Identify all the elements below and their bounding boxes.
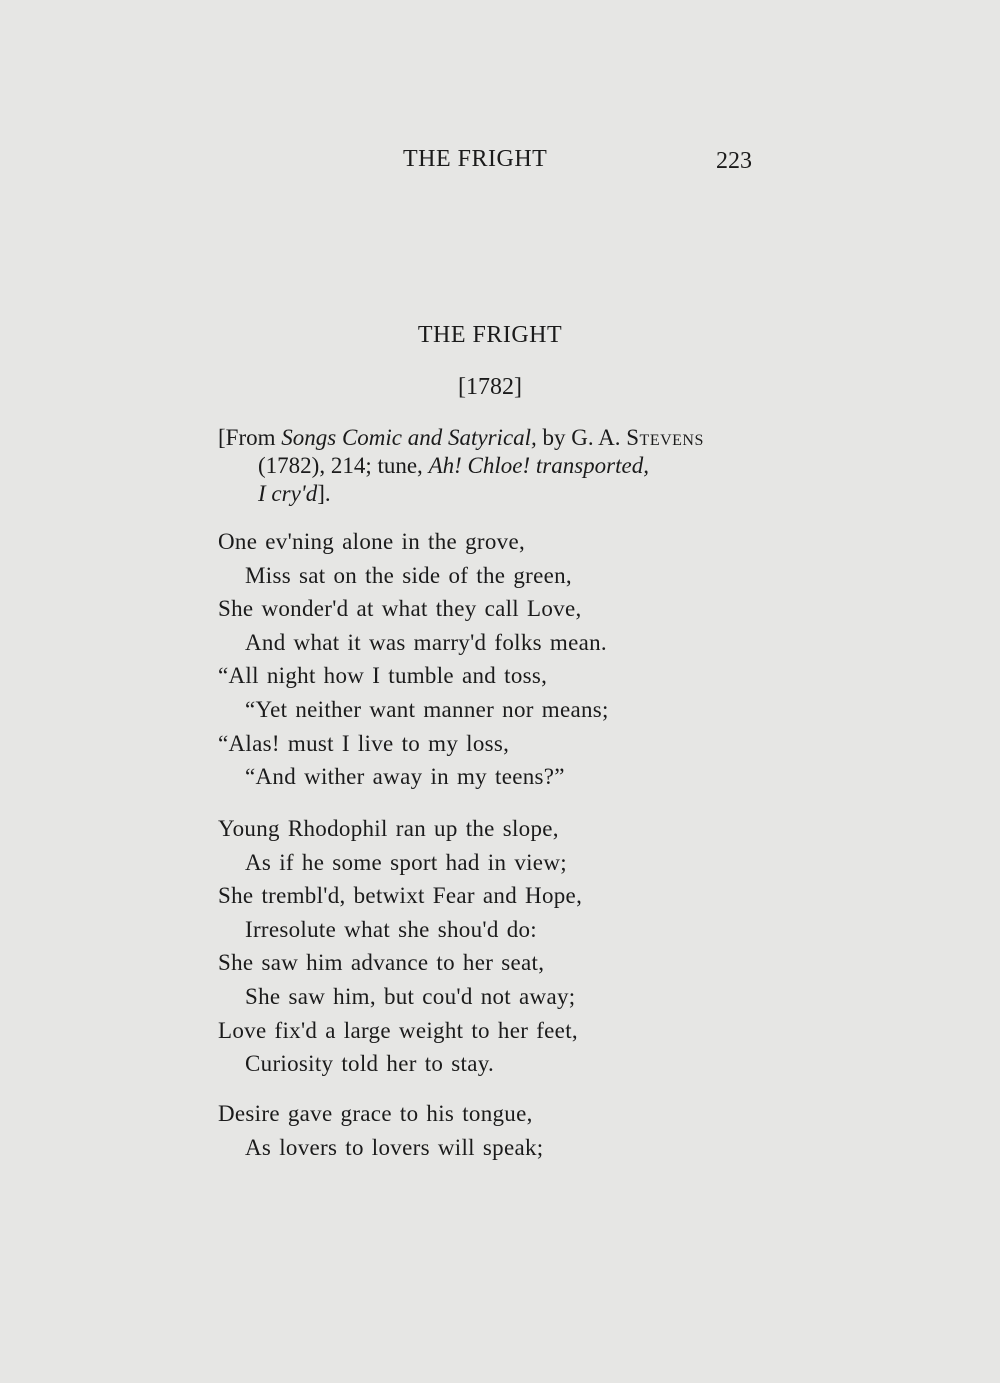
source-note-line-3	[218, 480, 758, 508]
verse-line: As lovers to lovers will speak;	[245, 1134, 544, 1160]
verse-line: Curiosity told her to stay.	[245, 1051, 495, 1077]
verse-line: She saw him, but cou'd not away;	[245, 983, 576, 1009]
source-note-by: by G. A.	[536, 425, 627, 450]
source-note-open: [From	[218, 425, 282, 450]
running-title: THE FRIGHT	[403, 146, 548, 172]
verse-line: She saw him advance to her seat,	[218, 950, 545, 976]
verse-line: Young Rhodophil ran up the slope,	[218, 816, 559, 841]
source-author: Stevens	[626, 425, 704, 450]
running-head	[0, 146, 1000, 176]
verse-line: One ev'ning alone in the grove,	[218, 529, 526, 554]
verse-line: “Alas! must I live to my loss,	[218, 730, 510, 756]
verse-line: “All night how I tumble and toss,	[218, 663, 548, 689]
verse-line: “Yet neither want manner nor means;	[245, 696, 609, 722]
source-note-line-2	[218, 452, 758, 480]
verse-line: “And wither away in my teens?”	[245, 764, 565, 790]
poem-date: [1782]	[458, 374, 522, 400]
poem-title: THE FRIGHT	[417, 322, 563, 348]
source-note	[218, 424, 758, 508]
verse-line: Irresolute what she shou'd do:	[245, 916, 537, 942]
source-tune-part1: Ah! Chloe! transported,	[428, 453, 649, 478]
source-citation: (1782), 214; tune,	[258, 453, 429, 478]
verse-line: Miss sat on the side of the green,	[245, 562, 572, 588]
source-note-close: ].	[317, 481, 331, 506]
source-note-line-1	[218, 424, 758, 452]
verse-line: As if he some sport had in view;	[245, 849, 567, 875]
page-number: 223	[716, 148, 752, 174]
verse-line: She wonder'd at what they call Love,	[218, 596, 582, 622]
verse-line: Love fix'd a large weight to her feet,	[218, 1017, 578, 1043]
stanza-3	[218, 1097, 778, 1164]
source-tune-part2: I cry'd	[258, 481, 318, 506]
verse-line: And what it was marry'd folks mean.	[245, 629, 607, 655]
stanza-1	[218, 525, 778, 794]
source-book-title: Songs Comic and Satyrical,	[281, 425, 537, 450]
verse-line: Desire gave grace to his tongue,	[218, 1101, 533, 1126]
verse-line: She trembl'd, betwixt Fear and Hope,	[218, 883, 583, 909]
stanza-2	[218, 812, 778, 1081]
